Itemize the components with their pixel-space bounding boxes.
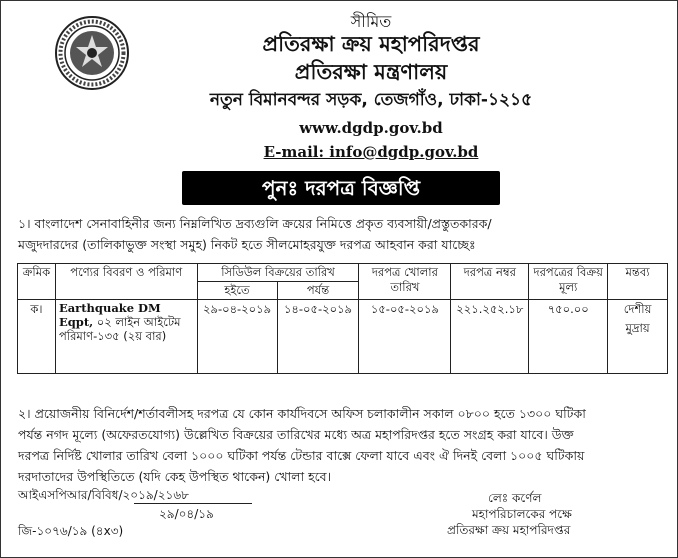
classification-label: সীমিত — [350, 12, 392, 31]
cell-sale-to: ১৪-০৫-২০১৯ — [277, 300, 359, 374]
organization-name: প্রতিরক্ষা ক্রয় মহাপরিদপ্তর — [262, 32, 480, 56]
notice-title-banner: পুনঃ দরপত্র বিজ্ঞপ্তি — [182, 171, 500, 205]
signatory-organization: প্রতিরক্ষা ক্রয় মহাপরিদপ্তর — [447, 523, 571, 537]
header-tender-number: দরপত্র নম্বর — [451, 264, 529, 300]
paragraph-2-line: পর্যন্ত নগদ মূল্যে (অফেরতযোগ্য) উল্লেখিত বিক্রয়ের তারিখের মধ্যে অত্র মহাপরিদপ্তর হতে সংগ্রহ করা যাবে। উক্ত — [18, 427, 574, 442]
paragraph-2-line: ২। প্রয়োজনীয় বিনির্দেশ/শর্তাবলীসহ দরপত্র যে কোন কার্যদিবসে অফিস চলাকালীন সকাল ০৮০০ হতে ১৩০০ ঘটিকা — [18, 406, 586, 421]
website-link[interactable]: www.dgdp.gov.bd — [299, 119, 443, 137]
item-detail-bn: ০২ লাইন আইটেম পরিমাণ-১৩৫ (২য় বার) — [58, 315, 181, 343]
table-header-row — [18, 264, 668, 282]
signatory-rank: লেঃ কর্ণেল — [488, 491, 542, 505]
paragraph-2-line: দরপত্র নির্দিষ্ট খোলার তারিখ বেলা ১০০০ ঘটিকা পর্যন্ত টেন্ডার বাক্সে ফেলা যাবে এবং ঐ দিনই বেলা ১০০৫ ঘটিকায় — [18, 448, 585, 463]
header-from: হইতে — [197, 282, 277, 300]
header-opening-date: দরপত্র খোলার তারিখ — [359, 264, 451, 300]
paragraph-1-line: ১। বাংলাদেশ সেনাবাহিনীর জন্য নিম্নলিখিত দ্রব্যগুলি ক্রয়ের নিমিত্তে প্রকৃত ব্যবসায়ী/প্রস্তুতকারক/ — [18, 216, 492, 231]
cell-serial: ক। — [18, 300, 56, 374]
paragraph-2-line: দরদাতাদের উপস্থিতিতে (যদি কেহ উপস্থিত থাকেন) খোলা হবে। — [18, 469, 332, 484]
tender-table — [17, 263, 668, 374]
item-name-en: Earthquake DM Eqpt, — [58, 301, 161, 329]
paragraph-1-line: মজুদদারদের (তালিকাভুক্ত সংস্থা সমুহ) নিকট হতে সীলমোহরযুক্ত দরপত্র আহবান করা যাচ্ছেঃ — [18, 237, 476, 252]
paragraph-1 — [18, 213, 668, 255]
cell-item — [55, 300, 197, 374]
g-number: জি-১০৭৬/১৯ (৪x৩) — [18, 524, 124, 538]
header-remarks: মন্তব্য — [608, 264, 668, 300]
cell-remarks: দেশীয় মুদ্রায় — [608, 300, 668, 374]
header-price: দরপত্রের বিক্রয় মূল্য — [529, 264, 608, 300]
cell-tender-number: ২২১.২৫২.১৮ — [451, 300, 529, 374]
paragraph-2 — [18, 403, 668, 487]
address: নতুন বিমানবন্দর সড়ক, তেজগাঁও, ঢাকা-১২১৫ — [209, 90, 533, 110]
issue-date: ২৯/০৪/১৯ — [159, 507, 214, 521]
ministry-name: প্রতিরক্ষা মন্ত্রণালয় — [294, 60, 448, 84]
table-row — [18, 300, 668, 374]
cell-opening-date: ১৫-০৫-২০১৯ — [359, 300, 451, 374]
reference-number: আইএসপিআর/বিবিধ/২০১৯/২১৬৮ — [18, 488, 189, 502]
reference-underline — [134, 503, 252, 504]
signatory-on-behalf: মহাপরিচালকের পক্ষে — [472, 507, 572, 521]
cell-sale-from: ২৯-০৪-২০১৯ — [197, 300, 277, 374]
cell-price: ৭৫০.০০ — [529, 300, 608, 374]
header-serial: ক্রমিক — [18, 264, 56, 300]
header-item: পণ্যের বিবরণ ও পরিমাণ — [55, 264, 197, 300]
email-link[interactable]: E-mail: info@dgdp.gov.bd — [263, 143, 479, 161]
dgdp-emblem-icon — [54, 15, 130, 91]
header-to: পর্যন্ত — [277, 282, 359, 300]
header-schedule-sale: সিডিউল বিক্রয়ের তারিখ — [197, 264, 359, 282]
